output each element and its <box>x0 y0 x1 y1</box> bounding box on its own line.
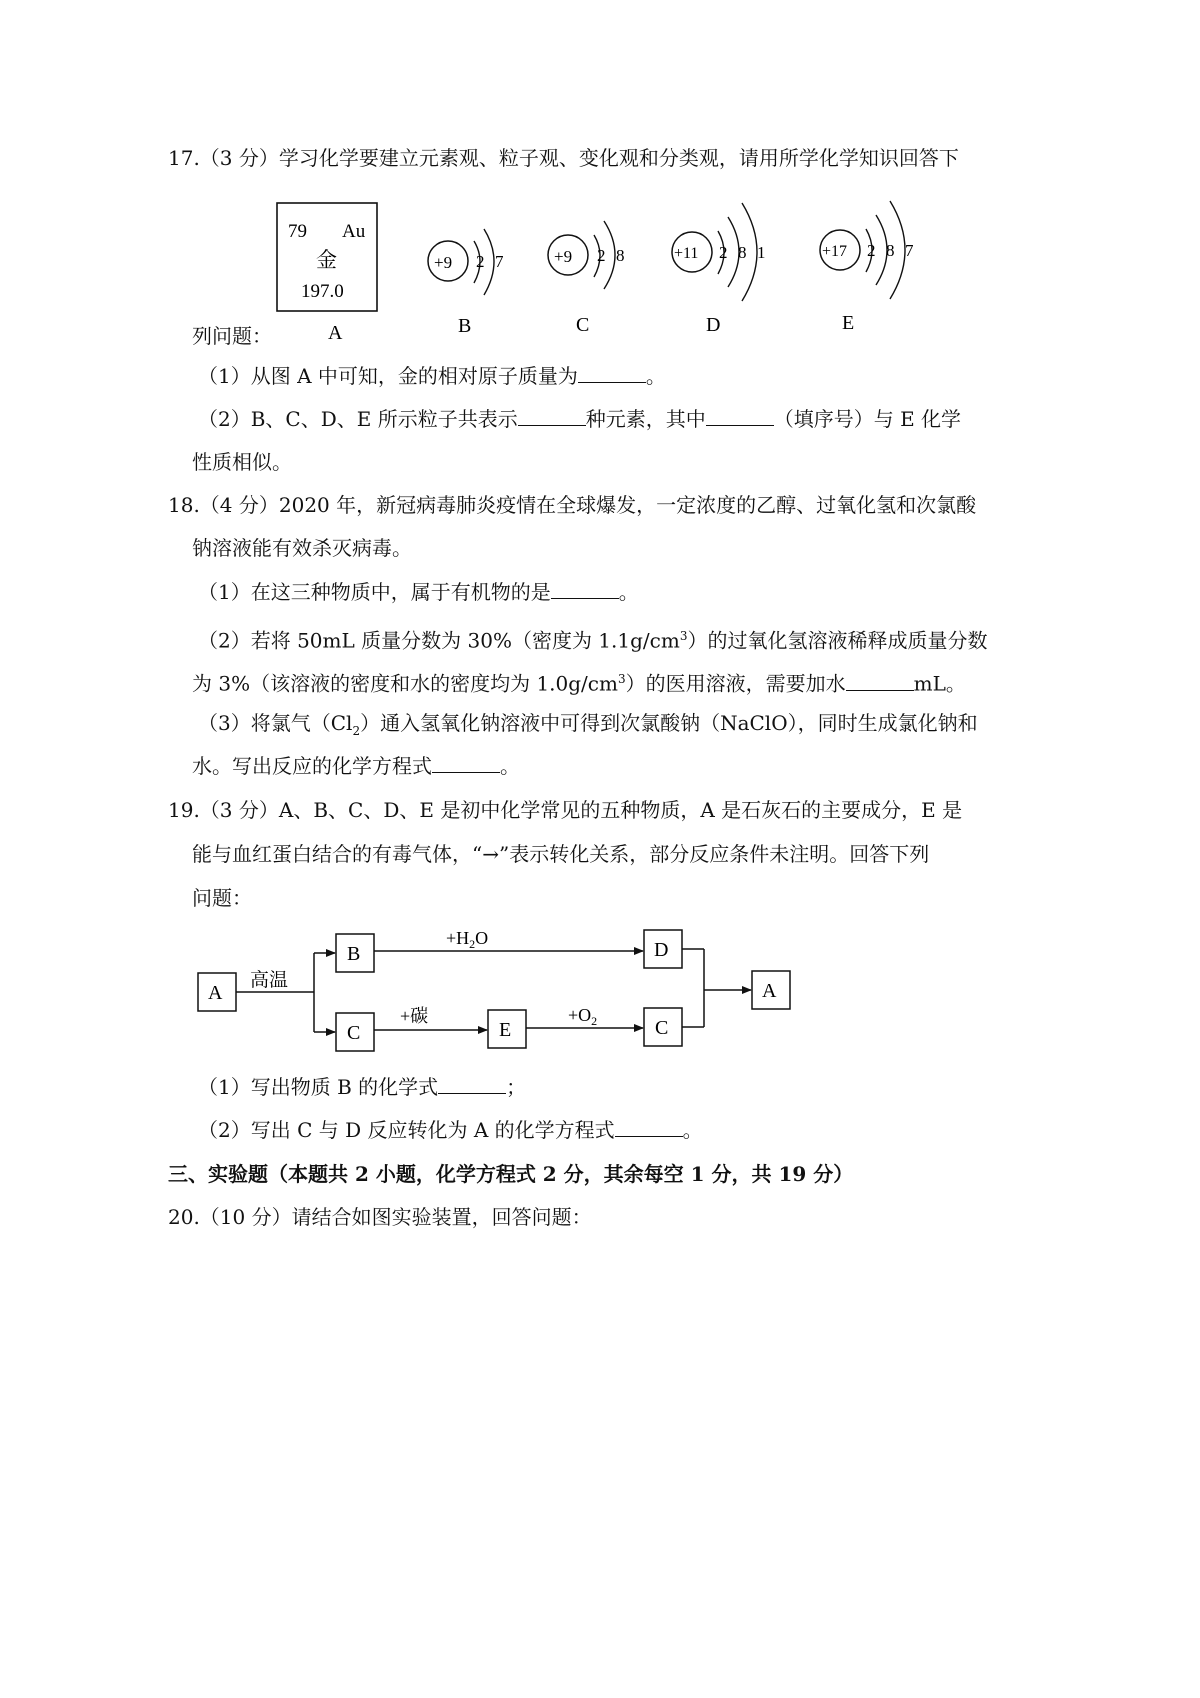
svg-text:D: D <box>654 939 669 961</box>
shell-e-2: 8 <box>886 241 895 260</box>
q17-part2-text-b: 种元素，其中 <box>585 407 706 431</box>
q19-stem: 19.（3 分）A、B、C、D、E 是初中化学常见的五种物质，A 是石灰石的主要成分，E 是 <box>168 798 963 822</box>
node-c-right <box>644 1008 682 1046</box>
condition-high-temp: 高温 <box>250 970 289 991</box>
q18-part2-text-d: ）的医用溶液，需要加水 <box>625 671 846 696</box>
svg-text:A: A <box>762 980 777 1002</box>
q18-part2-text-e: mL。 <box>913 671 966 696</box>
q18-part1-end: 。 <box>618 580 639 604</box>
q19-stem-continued-2: 问题： <box>192 886 252 910</box>
figure-label-d: D <box>706 314 721 336</box>
q17-part2-continued: 性质相似。 <box>192 450 292 474</box>
condition-water: $+H_2O$ <box>446 928 489 951</box>
svg-text:B: B <box>347 943 361 965</box>
shell-c-2: 8 <box>616 246 625 265</box>
answer-blank[interactable] <box>615 1118 683 1137</box>
node-a-end <box>752 971 790 1009</box>
q17-stem: 17.（3 分）学习化学要建立元素观、粒子观、变化观和分类观，请用所学化学知识回答下 <box>168 146 959 170</box>
atom-diagram-e <box>820 201 914 334</box>
q19-flow-diagram <box>190 918 830 1068</box>
element-number: 79 <box>288 221 307 242</box>
q18-part1-text: （1）在这三种物质中，属于有机物的是 <box>198 580 551 604</box>
svg-text:C: C <box>347 1022 361 1044</box>
figure-label-e: E <box>842 312 855 334</box>
condition-carbon: +碳 <box>400 1006 429 1026</box>
q20-stem: 20.（10 分）请结合如图实验装置，回答问题： <box>168 1205 592 1229</box>
q19-part1-end: ； <box>506 1075 527 1099</box>
shell-e-1: 2 <box>867 241 876 260</box>
subscript-2: 2 <box>352 724 361 738</box>
shell-d-1: 2 <box>719 243 728 262</box>
q18-part2 <box>198 624 987 653</box>
shell-b-2: 7 <box>495 252 504 271</box>
q17-part1-text: （1）从图 A 中可知，金的相对原子质量为 <box>198 364 578 388</box>
q19-part2-text: （2）写出 C 与 D 反应转化为 A 的化学方程式 <box>198 1118 615 1142</box>
nucleus-e: +17 <box>822 243 848 260</box>
element-mass: 197.0 <box>301 281 344 302</box>
q17-part2-text-a: （2）B、C、D、E 所示粒子共表示 <box>198 407 518 431</box>
superscript-3: 3 <box>679 629 688 643</box>
answer-blank[interactable] <box>578 364 646 383</box>
atom-diagram-c <box>548 221 625 336</box>
svg-text:C: C <box>655 1017 669 1039</box>
q18-part2-text-a: （2）若将 50mL 质量分数为 30%（密度为 1.1g/cm <box>198 628 680 653</box>
shell-c-1: 2 <box>597 246 606 265</box>
q18-part1 <box>198 580 639 604</box>
svg-text:A: A <box>208 982 223 1004</box>
q19-part2-end: 。 <box>682 1118 703 1142</box>
q19-part2 <box>198 1118 703 1142</box>
q18-part3-text-c: 水。写出反应的化学方程式 <box>192 754 432 778</box>
element-name: 金 <box>316 248 337 272</box>
figure-label-a: A <box>328 322 343 344</box>
answer-blank[interactable] <box>438 1075 506 1094</box>
node-c-lower <box>336 1013 374 1051</box>
q17-figure <box>260 195 960 350</box>
section-heading: 三、实验题（本题共 2 小题，化学方程式 2 分，其余每空 1 分，共 19 分） <box>168 1162 854 1186</box>
answer-blank[interactable] <box>551 580 619 599</box>
answer-blank[interactable] <box>432 754 500 773</box>
element-symbol: Au <box>342 221 366 242</box>
shell-b-1: 2 <box>476 252 485 271</box>
q17-part1 <box>198 364 666 388</box>
q18-part3 <box>198 711 978 743</box>
q17-part2 <box>198 407 961 431</box>
q19-part1-text: （1）写出物质 B 的化学式 <box>198 1075 439 1099</box>
answer-blank[interactable] <box>518 407 586 426</box>
shell-d-2: 8 <box>738 243 747 262</box>
nucleus-c: +9 <box>554 247 573 266</box>
node-e <box>488 1010 526 1048</box>
answer-blank[interactable] <box>846 672 914 691</box>
atom-diagram-d <box>672 203 766 336</box>
figure-label-b: B <box>458 315 472 337</box>
q18-part2-text-b: ）的过氧化氢溶液稀释成质量分数 <box>687 628 988 653</box>
q17-part1-end: 。 <box>645 364 666 388</box>
nucleus-d: +11 <box>674 245 699 262</box>
q18-stem: 18.（4 分）2020 年，新冠病毒肺炎疫情在全球爆发，一定浓度的乙醇、过氧化氢和次氯酸 <box>168 493 977 517</box>
shell-d-3: 1 <box>757 243 766 262</box>
condition-oxygen: $+O_2$ <box>568 1005 598 1028</box>
answer-blank[interactable] <box>706 407 774 426</box>
node-a-start <box>198 973 236 1011</box>
node-d <box>644 930 682 968</box>
svg-text:E: E <box>499 1019 512 1041</box>
superscript-3: 3 <box>617 672 626 686</box>
q18-part3-end: 。 <box>500 754 520 778</box>
nucleus-b: +9 <box>434 253 453 272</box>
q17-part2-text-c: （填序号）与 E 化学 <box>773 407 962 431</box>
q19-stem-continued: 能与血红蛋白结合的有毒气体，“→”表示转化关系，部分反应条件未注明。回答下列 <box>192 842 930 866</box>
q18-part2-text-c: 为 3%（该溶液的密度和水的密度均为 1.0g/cm <box>192 671 618 696</box>
q18-part3-text-b: ）通入氢氧化钠溶液中可得到次氯酸钠（NaClO），同时生成氯化钠和 <box>360 711 978 735</box>
node-b <box>336 934 374 972</box>
q18-part3-text-a: （3）将氯气（Cl <box>198 711 353 735</box>
q18-stem-continued: 钠溶液能有效杀灭病毒。 <box>192 536 412 560</box>
q18-part2-continued <box>192 667 966 696</box>
q18-part3-continued <box>192 754 520 778</box>
q17-stem-continued: 列问题： <box>192 324 272 348</box>
atom-diagram-b <box>428 229 504 337</box>
figure-label-c: C <box>576 314 590 336</box>
q19-part1 <box>198 1075 526 1099</box>
shell-e-3: 7 <box>905 241 914 260</box>
